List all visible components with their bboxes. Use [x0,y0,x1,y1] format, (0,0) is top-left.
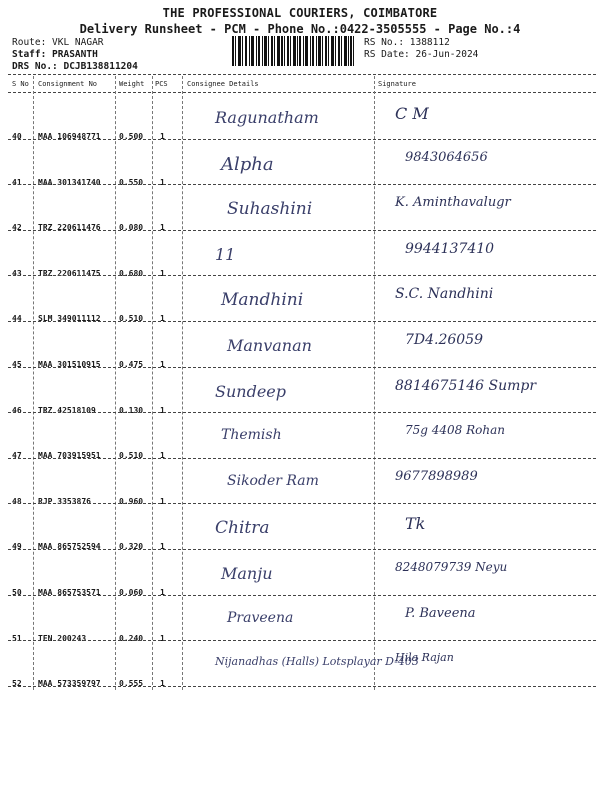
row-signature: K. Aminthavalugr [395,195,511,211]
row-serial-number: 48 [12,496,22,506]
row-serial-number: 44 [12,314,22,324]
row-consignee-handwritten-name: Praveena [227,609,294,626]
table-row [0,276,600,322]
route-label: Route: VKL NAGAR [12,37,104,48]
row-serial-number: 51 [12,633,22,643]
header-top-rule [8,74,596,75]
row-signature: 9677898989 [395,468,478,484]
row-serial-number: 50 [12,588,22,597]
row-weight: 0.680 [119,268,144,278]
column-header-signature: Signature [378,80,416,88]
row-consignee-handwritten-name: 11 [215,244,236,264]
row-serial-number: 45 [12,360,22,369]
row-pieces: 1 [160,360,165,369]
row-serial-number: 42 [12,223,22,233]
row-consignee-handwritten-name: Manvanan [227,336,312,355]
row-consignee-handwritten-name: Suhashini [227,199,313,220]
row-signature: 9843064656 [405,149,488,165]
row-pieces: 1 [160,633,165,643]
row-serial-number: 52 [12,679,22,689]
row-consignment-number: MAA 301510915 [38,360,101,369]
row-weight: 0.960 [119,496,144,506]
table-row [0,504,600,550]
row-serial-number: 41 [12,177,22,187]
row-signature: P. Baveena [405,605,476,621]
row-consignee-handwritten-name: Mandhini [221,290,304,311]
table-row [0,322,600,368]
row-weight: 0.550 [119,177,144,187]
row-consignee-handwritten-name: Sundeep [215,381,286,401]
row-signature: 8248079739 Neyu [395,560,508,574]
rs-number: RS No.: 1388112 [364,37,450,48]
row-serial-number: 46 [12,405,22,415]
row-weight: 0.320 [119,542,144,552]
table-row [0,459,600,505]
row-pieces: 1 [160,132,165,141]
document-title: THE PROFESSIONAL COURIERS, COIMBATORE [162,6,438,20]
row-consignment-number: MAA 106948771 [38,132,101,141]
table-row [0,94,600,140]
row-consignment-number: MAA 865752594 [38,542,101,552]
row-weight: 0.555 [119,679,144,689]
column-header-weight: Weight [119,80,145,88]
barcode-image [232,36,354,66]
table-row [0,596,600,642]
row-signature: 7D4.26059 [405,332,484,348]
row-consignment-number: TRZ 42518109 [38,405,96,415]
row-pieces: 1 [160,588,165,597]
row-serial-number: 43 [12,268,22,278]
row-weight: 0.510 [119,314,144,324]
row-consignee-handwritten-name: Alpha [221,153,274,175]
row-weight: 0.500 [119,132,144,141]
column-header-consignment: Consignment No [38,80,98,88]
column-header-sno: S No [12,80,29,88]
staff-label: Staff: PRASANTH [12,49,98,60]
row-signature: S.C. Nandhini [395,286,494,303]
table-row [0,140,600,186]
row-consignment-number: SLM 349011112 [38,314,101,324]
row-consignment-number: RJP 3353876 [38,496,91,506]
row-weight: 0.240 [119,633,144,643]
row-consignment-number: MAA 703915951 [38,451,101,461]
row-pieces: 1 [160,496,165,506]
row-signature: 8814675146 Sumpr [395,377,537,394]
row-pieces: 1 [160,177,165,187]
row-consignee-handwritten-name: Chitra [215,518,270,539]
row-consignee-handwritten-name: Manju [221,564,273,583]
row-pieces: 1 [160,314,165,324]
row-signature: C M [395,104,429,123]
row-consignment-number: MAA 573359797 [38,679,101,689]
row-pieces: 1 [160,268,165,278]
table-row [0,368,600,414]
row-pieces: 1 [160,223,165,233]
row-weight: 0.510 [119,451,144,461]
row-serial-number: 49 [12,542,22,552]
column-header-pcs: PCS [155,80,168,88]
document-subtitle: Delivery Runsheet - PCM - Phone No.:0422-3505555 - Page No.:4 [79,22,521,36]
header-bottom-rule [8,92,596,93]
row-separator [8,686,596,687]
row-pieces: 1 [160,679,165,689]
drs-number: DRS No.: DCJB138811204 [12,61,138,72]
column-header-consignee: Consignee Details [187,80,259,88]
row-signature: 9944137410 [405,240,495,257]
row-weight: 0.475 [119,360,144,369]
row-consignee-handwritten-name: Themish [221,427,282,444]
row-signature: Hila Rajan [395,651,454,665]
row-pieces: 1 [160,451,165,461]
row-serial-number: 47 [12,451,22,461]
row-consignee-handwritten-name: Ragunatham [215,108,319,127]
row-consignee-handwritten-name: Nijanadhas (Halls) Lotsplayar D-403 [215,655,419,669]
row-consignment-number: MAA 301341740 [38,177,101,187]
row-signature: Tk [405,514,426,534]
row-weight: 0.130 [119,405,144,415]
row-consignment-number: TEN 200243 [38,633,87,643]
row-serial-number: 40 [12,132,22,141]
row-consignment-number: MAA 865753571 [38,588,101,597]
table-row [0,641,600,687]
table-row [0,231,600,277]
table-row [0,550,600,596]
rs-date: RS Date: 26-Jun-2024 [364,49,479,60]
row-weight: 0.080 [119,223,144,233]
row-pieces: 1 [160,405,165,415]
table-row [0,185,600,231]
table-row [0,413,600,459]
row-signature: 75g 4408 Rohan [405,423,505,438]
row-consignment-number: TRZ 220611475 [38,268,101,278]
row-consignee-handwritten-name: Sikoder Ram [227,472,319,489]
row-weight: 0.060 [119,588,144,597]
row-consignment-number: TRZ 220611476 [38,223,101,233]
row-pieces: 1 [160,542,165,552]
